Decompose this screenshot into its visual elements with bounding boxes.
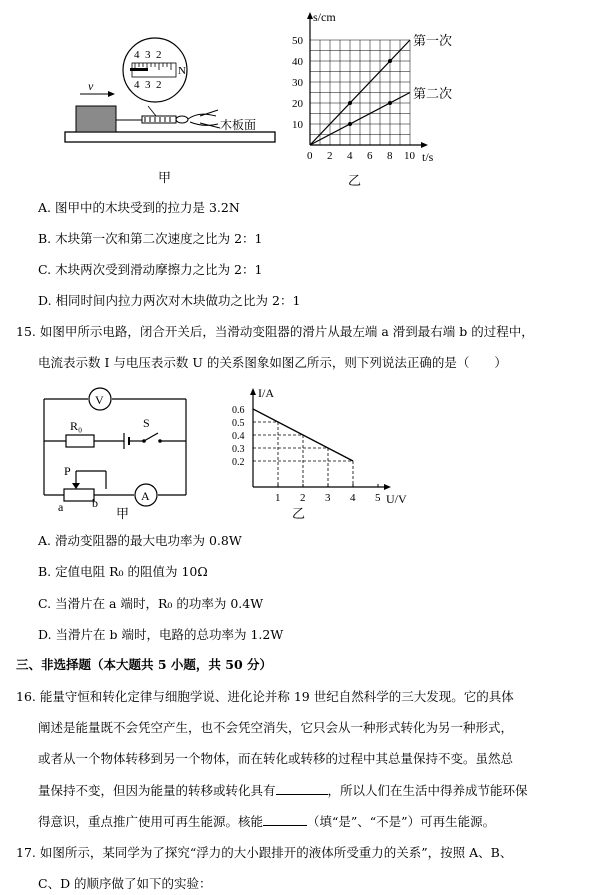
- voltmeter-label: V: [95, 393, 104, 407]
- series-label-1: 第一次: [413, 33, 453, 48]
- y-axis-label: s/cm: [313, 10, 336, 24]
- x-tick-label: 8: [387, 150, 393, 162]
- section-3-title: 三、非选择题（本大题共 5 小题，共 50 分）: [16, 657, 273, 672]
- iu-x-tick-label: 4: [350, 492, 356, 504]
- q16-line5-text-a: 得意识，重点推广使用可再生能源。核能: [38, 814, 264, 829]
- q15-option-a: A. 滑动变阻器的最大电功率为 0.8W: [38, 533, 242, 548]
- iu-x-tick-label: 1: [275, 492, 281, 504]
- y-tick-label: 30: [292, 77, 303, 89]
- x-tick-label: 4: [347, 150, 353, 162]
- wooden-block: [76, 106, 116, 132]
- iu-y-tick-label: 0.2: [232, 457, 245, 468]
- figure-label-yi-15: 乙: [292, 506, 306, 521]
- scale-bottom-numbers: 4 3 2: [134, 79, 162, 91]
- x-tick-label: 10: [404, 150, 415, 162]
- x-axis-label: t/s: [422, 150, 434, 164]
- board: [65, 132, 275, 142]
- end-b-label: b: [92, 496, 98, 510]
- data-point: [388, 101, 392, 105]
- switch-label: S: [143, 416, 150, 430]
- velocity-label: v: [88, 79, 94, 93]
- end-a-label: a: [58, 500, 64, 514]
- y-tick-label: 20: [292, 98, 303, 110]
- q16-blank-1[interactable]: [276, 782, 328, 795]
- iu-x-tick-label: 3: [325, 492, 331, 504]
- q15-option-c: C. 当滑片在 a 端时，R₀ 的功率为 0.4W: [38, 596, 264, 611]
- iu-y-tick-label: 0.4: [232, 431, 245, 442]
- q16-line4: [38, 782, 528, 799]
- figure-14-yi-chart: [285, 5, 475, 190]
- q15-stem-line2: 电流表示数 I 与电压表示数 U 的关系图象如图乙所示，则下列说法正确的是（ ）: [38, 355, 507, 370]
- ammeter-label: A: [141, 489, 150, 503]
- scale-unit: N: [178, 65, 186, 77]
- x-tick-label: 0: [307, 150, 313, 162]
- iu-y-tick-label: 0.3: [232, 444, 245, 455]
- iu-x-tick-label: 5: [375, 492, 381, 504]
- q16-line3: 或者从一个物体转移到另一个物体，而在转化或转移的过程中其总量保持不变。虽然总: [38, 751, 514, 766]
- y-tick-label: 10: [292, 119, 303, 131]
- board-label: 木板面: [220, 118, 257, 132]
- iu-y-tick-label: 0.6: [232, 405, 245, 416]
- q16-line5: [38, 813, 495, 830]
- scale-top-numbers: 4 3 2: [134, 49, 162, 61]
- iu-x-tick-label: 2: [300, 492, 306, 504]
- iu-x-axis-arrow: [384, 484, 391, 490]
- q17-line1: 17. 如图所示，某同学为了探究“浮力的大小跟排开的液体所受重力的关系”，按照 A、B、: [16, 845, 513, 860]
- q15-option-b: B. 定值电阻 R₀ 的阻值为 10Ω: [38, 564, 208, 579]
- q17-line2: C、D 的顺序做了如下的实验：: [38, 876, 212, 891]
- resistor-label: R₀: [70, 419, 83, 433]
- x-tick-label: 6: [367, 150, 373, 162]
- data-point: [348, 122, 352, 126]
- series-label-2: 第二次: [413, 86, 453, 101]
- iu-y-axis-arrow: [250, 388, 256, 395]
- spring-scale: [142, 116, 176, 123]
- iu-x-axis-label: U/V: [386, 492, 407, 506]
- figure-15-iu-chart: [228, 383, 428, 523]
- data-point: [388, 59, 392, 63]
- q16-line1: 16. 能量守恒和转化定律与细胞学说、进化论并称 19 世纪自然科学的三大发现。它的具体: [16, 689, 514, 704]
- q15-stem-line1: 15. 如图甲所示电路，闭合开关后，当滑动变阻器的滑片从最左端 a 滑到最右端 b 的过程中，: [16, 324, 534, 339]
- iu-y-axis-label: I/A: [258, 386, 274, 400]
- q14-option-a: A. 图甲中的木块受到的拉力是 3.2N: [38, 200, 240, 215]
- q16-line2: 阐述是能量既不会凭空产生，也不会凭空消失，它只会从一种形式转化为另一种形式，: [38, 720, 514, 735]
- hand-icon: [188, 110, 220, 128]
- q14-option-c: C. 木块两次受到滑动摩擦力之比为 2：1: [38, 262, 263, 277]
- figure-15-circuit: [36, 383, 196, 523]
- figure-label-jia: 甲: [158, 170, 172, 185]
- q15-option-d: D. 当滑片在 b 端时，电路的总功率为 1.2W: [38, 627, 284, 642]
- q16-line5-text-b: （填“是”、“不是”）可再生能源。: [307, 814, 496, 829]
- q14-option-b: B. 木块第一次和第二次速度之比为 2：1: [38, 231, 263, 246]
- q16-blank-2[interactable]: [263, 813, 307, 826]
- figure-14-jia: [60, 36, 300, 191]
- data-point: [348, 101, 352, 105]
- slider-label: P: [64, 464, 71, 478]
- x-tick-label: 2: [327, 150, 333, 162]
- q16-line4-text-a: 量保持不变，但因为能量的转移或转化具有: [38, 783, 276, 798]
- figure-label-yi: 乙: [348, 173, 362, 188]
- q16-line4-text-b: ，所以人们在生活中得养成节能环保: [327, 783, 528, 798]
- y-tick-label: 40: [292, 56, 303, 68]
- iu-y-tick-label: 0.5: [232, 418, 245, 429]
- y-tick-label: 50: [292, 35, 303, 47]
- x-axis-arrow: [421, 142, 428, 148]
- q14-option-d: D. 相同时间内拉力两次对木块做功之比为 2：1: [38, 293, 301, 308]
- figure-label-jia-15: 甲: [116, 506, 130, 521]
